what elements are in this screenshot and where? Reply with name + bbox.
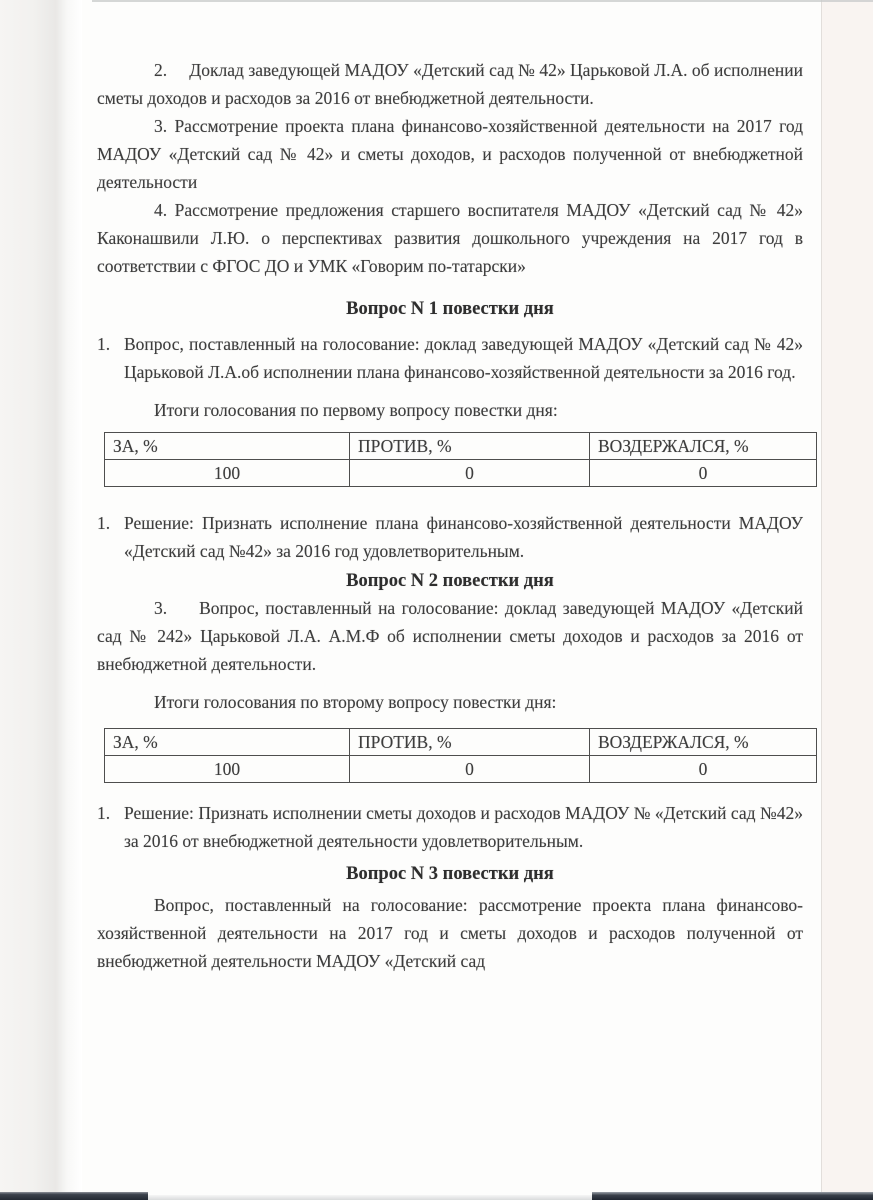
agenda-item-4: 4. Рассмотрение предложения старшего воспитателя МАДОУ «Детский сад № 42» Каконашвили Л.Ю. о перспективах развития дошкольного учреждения на 2017 год в соответствии с ФГОС ДО и УМК «Говорим по-татарски»	[97, 200, 803, 276]
voting-table-2	[104, 728, 817, 783]
question1-item	[97, 330, 803, 386]
voting-table-2-value-row	[105, 756, 817, 783]
question1-heading: Вопрос N 1 повестки дня	[346, 299, 554, 319]
question1-decision-text: Решение: Признать исполнение плана финансово-хозяйственной деятельности МАДОУ «Детский сад №42» за 2016 год удовлетворительным.	[124, 513, 803, 561]
vote-against-header: ПРОТИВ, %	[350, 729, 590, 756]
vote-abstained-header: ВОЗДЕРЖАЛСЯ, %	[590, 729, 817, 756]
question2-decision-text: Решение: Признать исполнении сметы доходов и расходов МАДОУ № «Детский сад №42» за 2016 от внебюджетной деятельности удовлетворительным.	[124, 803, 803, 851]
voting-table-1	[104, 432, 817, 487]
question2-heading: Вопрос N 2 повестки дня	[346, 571, 554, 591]
document-content	[97, 56, 803, 975]
voting-table-1-value-row	[105, 460, 817, 487]
question2-text: 3. Вопрос, поставленный на голосование: доклад заведующей МАДОУ «Детский сад № 242» Царьковой Л.А. А.М.Ф об исполнении сметы доходов и расходов за 2016 от внебюджетной деятельности.	[97, 598, 803, 674]
vote-against-value: 0	[350, 460, 590, 487]
vote-for-value: 100	[105, 756, 350, 783]
vote-abstained-header: ВОЗДЕРЖАЛСЯ, %	[590, 433, 817, 460]
question2-results-caption: Итоги голосования по второму вопросу повестки дня:	[154, 692, 557, 712]
question1-decision	[97, 509, 803, 565]
scan-edge-bottom-middle	[148, 1195, 592, 1200]
question1-decision-number: 1.	[97, 513, 111, 533]
question1-text: Вопрос, поставленный на голосование: доклад заведующей МАДОУ «Детский сад № 42» Царьковой Л.А.об исполнении плана финансово-хозяйственной деятельности за 2016 год.	[124, 334, 803, 382]
agenda-item-3: 3. Рассмотрение проекта плана финансово-хозяйственной деятельности на 2017 год МАДОУ «Детский сад № 42» и сметы доходов, и расходов полученной от внебюджетной деятельности	[97, 116, 803, 192]
question3-heading: Вопрос N 3 повестки дня	[346, 864, 554, 884]
agenda-item-2: 2. Доклад заведующей МАДОУ «Детский сад № 42» Царьковой Л.А. об исполнении сметы доходов и расходов за 2016 от внебюджетной деятельности.	[97, 60, 803, 108]
scan-edge-bottom-left	[0, 1192, 148, 1200]
vote-against-header: ПРОТИВ, %	[350, 433, 590, 460]
vote-for-value: 100	[105, 460, 350, 487]
vote-against-value: 0	[350, 756, 590, 783]
vote-for-header: ЗА, %	[105, 433, 350, 460]
voting-table-1-header-row	[105, 433, 817, 460]
page-fold-shadow	[0, 0, 82, 1200]
question1-results-caption: Итоги голосования по первому вопросу повестки дня:	[154, 400, 558, 420]
question3-text: Вопрос, поставленный на голосование: рассмотрение проекта плана финансово-хозяйственной деятельности на 2017 год и сметы доходов и расходов полученной от внебюджетной деятельности МАДОУ «Детский сад	[97, 895, 803, 971]
vote-abstained-value: 0	[590, 460, 817, 487]
question2-decision-number: 1.	[97, 803, 111, 823]
question2-decision	[97, 799, 803, 855]
scan-edge-bottom-right	[592, 1192, 873, 1200]
scan-edge-top	[92, 0, 873, 2]
voting-table-2-header-row	[105, 729, 817, 756]
question1-list-number: 1.	[97, 334, 111, 354]
vote-for-header: ЗА, %	[105, 729, 350, 756]
vote-abstained-value: 0	[590, 756, 817, 783]
scanner-background-right	[821, 0, 873, 1200]
